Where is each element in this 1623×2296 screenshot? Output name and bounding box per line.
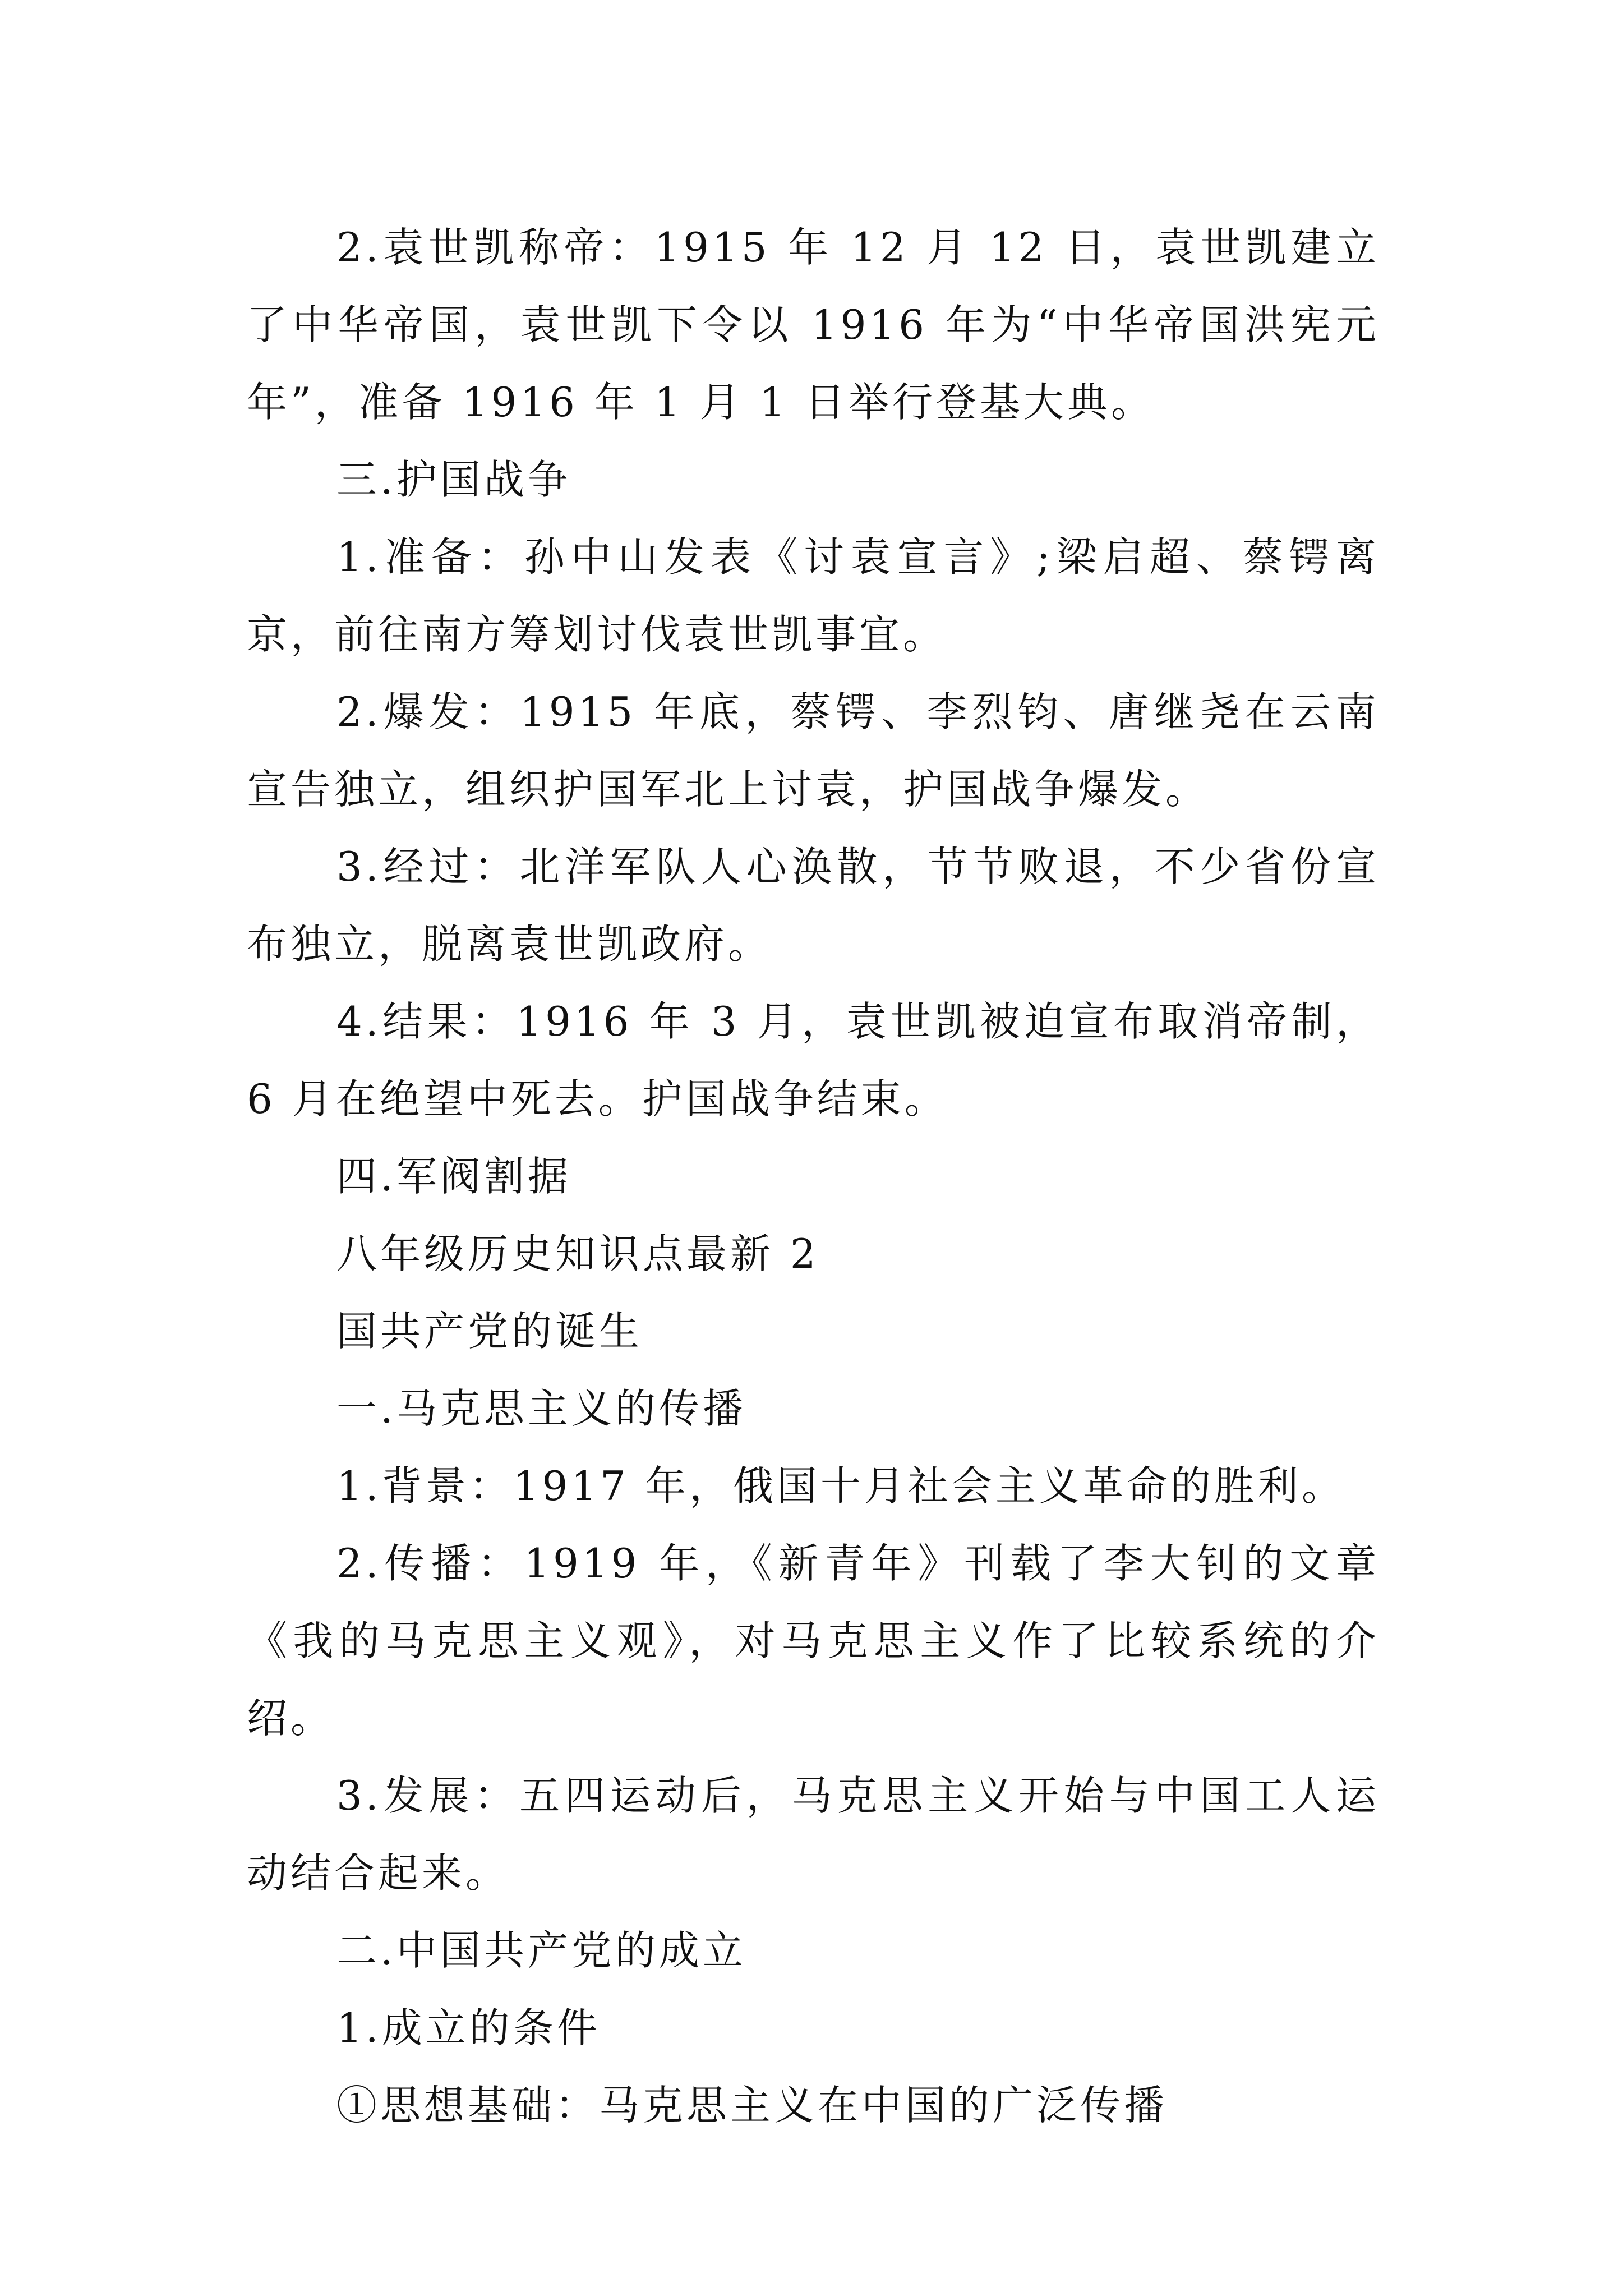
paragraph-yuan-shikai-emperor: 2.袁世凯称帝：1915 年 12 月 12 日，袁世凯建立了中华帝国，袁世凯下令以 1916 年为“中华帝国洪宪元年”，准备 1916 年 1 月 1 日举行登基大典。 <box>247 224 1380 426</box>
heading-marxism-spread: 一.马克思主义的传播 <box>336 1385 746 1432</box>
heading-party-birth: 国共产党的诞生 <box>336 1308 643 1355</box>
heading-warlord-separatism: 四.军阀割据 <box>336 1153 571 1200</box>
paragraph-development: 3.发展：五四运动后，马克思主义开始与中国工人运动结合起来。 <box>247 1772 1380 1897</box>
section-title: 八年级历史知识点最新 2 <box>336 1230 819 1277</box>
paragraph-preparation: 1.准备：孙中山发表《讨袁宣言》;梁启超、蔡锷离京，前往南方筹划讨伐袁世凯事宜。 <box>247 533 1380 658</box>
heading-national-protection-war: 三.护国战争 <box>336 456 571 503</box>
paragraph-process: 3.经过：北洋军队人心涣散，节节败退，不少省份宣布独立，脱离袁世凯政府。 <box>247 843 1380 968</box>
paragraph-outbreak: 2.爆发：1915 年底，蔡锷、李烈钧、唐继尧在云南宣告独立，组织护国军北上讨袁，护国战争爆发。 <box>247 688 1380 813</box>
heading-party-founding: 二.中国共产党的成立 <box>336 1927 746 1974</box>
document-body <box>247 209 1380 2144</box>
paragraph-ideological-basis: ①思想基础：马克思主义在中国的广泛传播 <box>336 2082 1168 2129</box>
paragraph-founding-conditions: 1.成立的条件 <box>336 2004 601 2051</box>
paragraph-result: 4.结果：1916 年 3 月，袁世凯被迫宣布取消帝制，6 月在绝望中死去。护国战争结束。 <box>247 998 1380 1122</box>
paragraph-background: 1.背景：1917 年，俄国十月社会主义革命的胜利。 <box>336 1462 1345 1510</box>
paragraph-spread: 2.传播：1919 年，《新青年》刊载了李大钊的文章《我的马克思主义观》，对马克思主义作了比较系统的介绍。 <box>247 1540 1380 1742</box>
